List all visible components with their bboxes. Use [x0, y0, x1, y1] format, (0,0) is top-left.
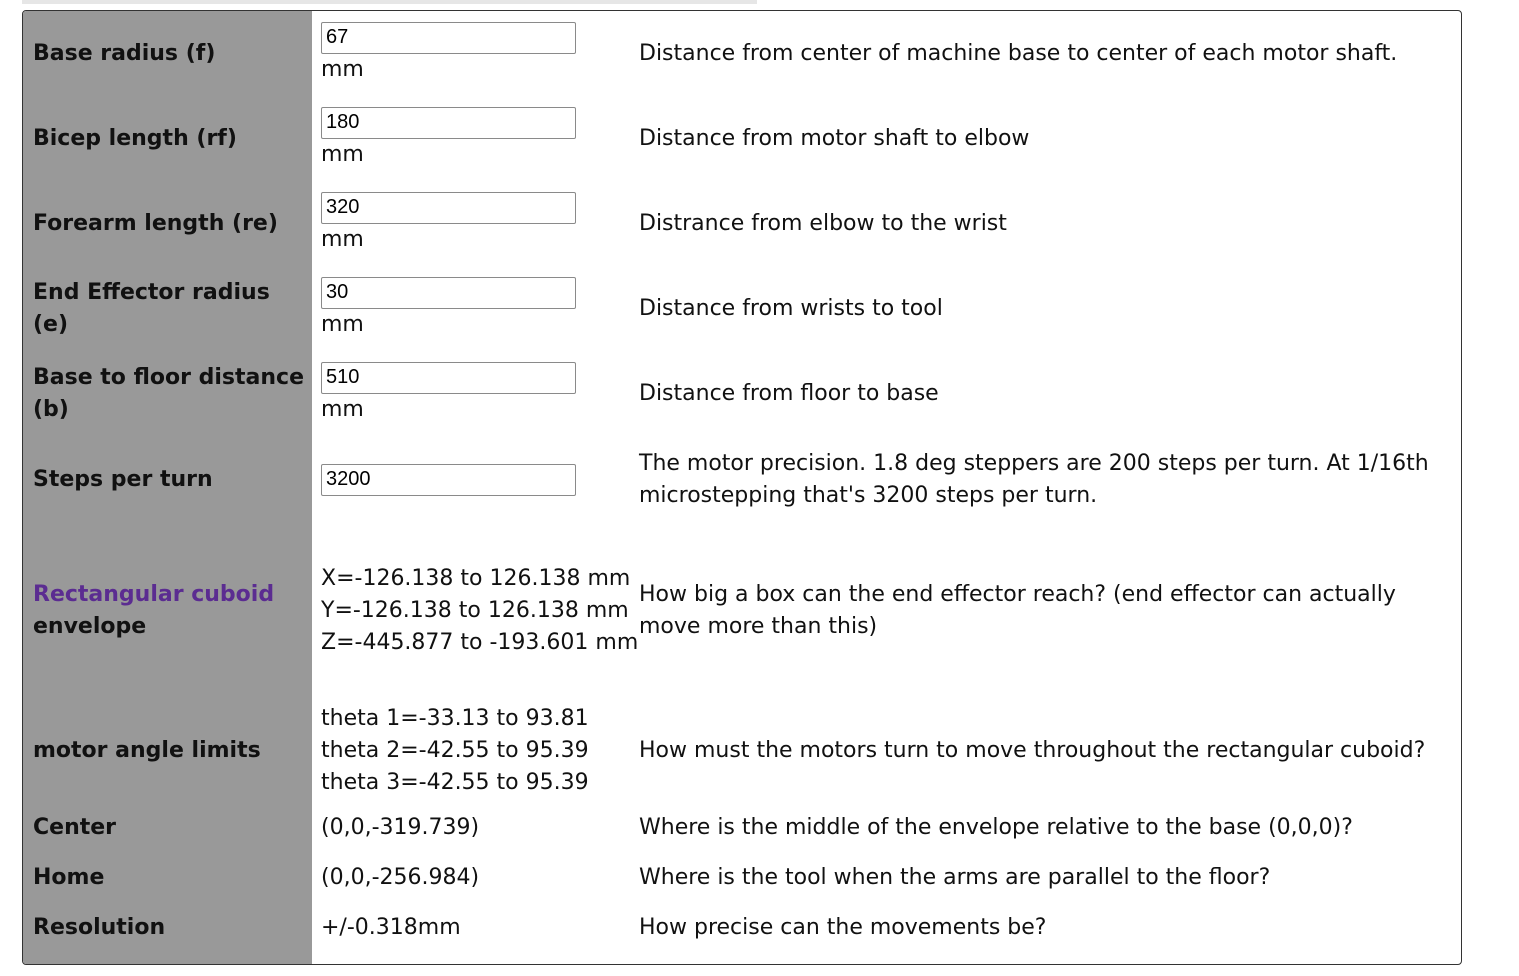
label-motor-angles: motor angle limits	[33, 738, 261, 763]
forearm-length-input[interactable]	[321, 192, 576, 224]
row-end-effector-radius	[23, 266, 1461, 351]
desc-bicep-length: Distance from motor shaft to elbow	[639, 125, 1030, 151]
resolution-value: +/-0.318mm	[321, 915, 461, 940]
desc-envelope: How big a box can the end effector reach? (end effector can actually move more than this)	[639, 582, 1396, 639]
row-forearm-length	[23, 181, 1461, 266]
label-resolution: Resolution	[33, 915, 166, 940]
unit-mm: mm	[321, 141, 364, 167]
row-motor-angles	[23, 699, 1461, 803]
row-envelope	[23, 523, 1461, 699]
row-steps-per-turn	[23, 436, 1461, 523]
desc-forearm-length: Distrance from elbow to the wrist	[639, 210, 1007, 236]
envelope-z-range: Z=-445.877 to -193.601 mm	[321, 630, 639, 655]
desc-center: Where is the middle of the envelope relative to the base (0,0,0)?	[639, 815, 1353, 840]
parameters-table	[23, 11, 1461, 953]
home-value: (0,0,-256.984)	[321, 865, 480, 890]
theta-1-range: theta 1=-33.13 to 93.81	[321, 706, 589, 731]
end-effector-radius-input[interactable]	[321, 277, 576, 309]
envelope-x-range: X=-126.138 to 126.138 mm	[321, 566, 631, 591]
row-base-to-floor	[23, 351, 1461, 436]
calculator-panel	[22, 10, 1462, 965]
unit-mm: mm	[321, 396, 364, 422]
label-base-radius: Base radius (f)	[33, 40, 216, 66]
base-to-floor-input[interactable]	[321, 362, 576, 394]
desc-steps-per-turn: The motor precision. 1.8 deg steppers are 200 steps per turn. At 1/16th microstepping that's 3200 steps per turn.	[639, 450, 1429, 508]
row-resolution	[23, 903, 1461, 953]
steps-per-turn-input[interactable]	[321, 464, 576, 496]
row-bicep-length	[23, 96, 1461, 181]
label-steps-per-turn: Steps per turn	[33, 466, 213, 492]
desc-end-effector-radius: Distance from wrists to tool	[639, 295, 943, 321]
base-radius-input[interactable]	[321, 22, 576, 54]
label-home: Home	[33, 865, 105, 890]
envelope-y-range: Y=-126.138 to 126.138 mm	[321, 598, 629, 623]
label-bicep-length: Bicep length (rf)	[33, 125, 237, 151]
label-center: Center	[33, 815, 117, 840]
row-base-radius	[23, 11, 1461, 96]
unit-mm: mm	[321, 226, 364, 252]
rectangular-cuboid-link[interactable]: Rectangular cuboid	[33, 582, 275, 607]
theta-3-range: theta 3=-42.55 to 95.39	[321, 770, 589, 795]
desc-base-radius: Distance from center of machine base to center of each motor shaft.	[639, 40, 1398, 66]
unit-mm: mm	[321, 311, 364, 337]
row-home	[23, 853, 1461, 903]
desc-home: Where is the tool when the arms are parallel to the floor?	[639, 865, 1271, 890]
bicep-length-input[interactable]	[321, 107, 576, 139]
top-scroll-strip	[22, 0, 757, 4]
desc-resolution: How precise can the movements be?	[639, 915, 1047, 940]
label-end-effector-radius: End Effector radius (e)	[33, 279, 270, 337]
desc-base-to-floor: Distance from floor to base	[639, 380, 939, 406]
label-base-to-floor: Base to floor distance (b)	[33, 364, 304, 422]
label-forearm-length: Forearm length (re)	[33, 210, 278, 236]
row-center	[23, 803, 1461, 853]
theta-2-range: theta 2=-42.55 to 95.39	[321, 738, 589, 763]
desc-motor-angles: How must the motors turn to move throughout the rectangular cuboid?	[639, 738, 1426, 763]
center-value: (0,0,-319.739)	[321, 815, 480, 840]
unit-mm: mm	[321, 56, 364, 82]
envelope-label: envelope	[33, 614, 147, 639]
